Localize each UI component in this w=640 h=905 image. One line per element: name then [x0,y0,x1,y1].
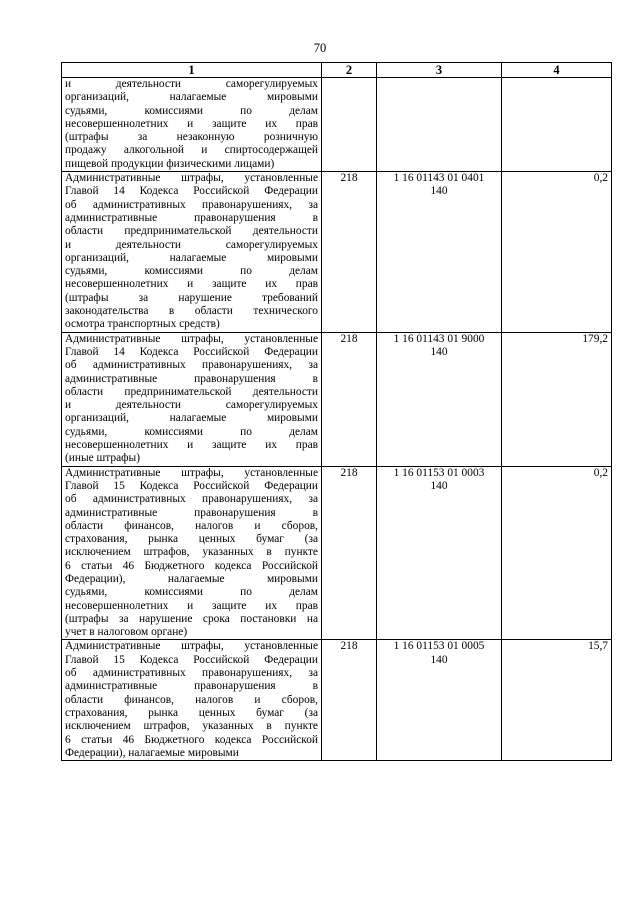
table-row [62,172,612,333]
description-line: и деятельности саморегулируемых [65,399,318,412]
amount-cell [502,78,612,172]
budget-code-line: 1 16 01153 01 0005 [393,640,485,653]
description-line: законодательства в области технического [65,305,318,318]
amount-cell: 15,7 [502,640,612,761]
description-cell [62,172,322,333]
table-header-row [62,63,612,78]
description-line: Административные штрафы, установленные [65,332,318,345]
budget-code-cell [377,332,502,466]
page-number: 70 [313,41,327,55]
administrator-code-cell: 218 [322,466,377,640]
description-line: административные правонарушения в [65,506,318,519]
budget-code-cell [377,78,502,172]
description-line: административные правонарушения в [65,211,318,224]
description-line: несовершеннолетних и защите их прав [65,278,318,291]
header-cell-4: 4 [502,63,612,78]
description-cell [62,640,322,761]
budget-code-line: 1 16 01143 01 9000 [393,332,485,345]
description-line: 6 статьи 46 Бюджетного кодекса Российской [65,559,318,572]
administrator-code-cell: 218 [322,332,377,466]
budget-code-cell [377,640,502,761]
amount-cell: 0,2 [502,172,612,333]
budget-code-line: 1 16 01153 01 0003 [393,466,485,479]
description-line: страхования, рынка ценных бумаг (за [65,706,318,719]
description-line: Главой 14 Кодекса Российской Федерации [65,345,318,358]
budget-code-cell [377,466,502,640]
table-row [62,640,612,761]
description-line: Федерации), налагаемые мировыми [65,746,239,759]
table-row [62,332,612,466]
description-cell [62,78,322,172]
description-line: об административных правонарушениях, за [65,359,318,372]
description-line: Федерации), налагаемые мировыми [65,572,318,585]
table-row [62,466,612,640]
amount-cell: 179,2 [502,332,612,466]
description-line: области предпринимательской деятельности [65,225,318,238]
revenue-table [61,62,612,761]
budget-code-cell [377,172,502,333]
description-line: исключением штрафов, указанных в пункте [65,546,318,559]
description-line: Административные штрафы, установленные [65,466,318,479]
description-cell [62,466,322,640]
description-line: организаций, налагаемые мировыми [65,251,318,264]
description-line: несовершеннолетних и защите их прав [65,439,318,452]
description-line: исключением штрафов, указанных в пункте [65,720,318,733]
description-line: Главой 15 Кодекса Российской Федерации [65,653,318,666]
description-cell [62,332,322,466]
budget-code-suffix: 140 [430,653,448,666]
budget-code-line: 1 16 01143 01 0401 [393,172,485,185]
description-line: Административные штрафы, установленные [65,640,318,653]
table-row [62,78,612,172]
budget-code-suffix: 140 [430,479,448,492]
description-line: продажу алкогольной и спиртосодержащей [65,144,318,157]
description-line: об административных правонарушениях, за [65,198,318,211]
description-line: и деятельности саморегулируемых [65,78,318,90]
description-line: об административных правонарушениях, за [65,667,318,680]
header-cell-3: 3 [377,63,502,78]
description-line: пищевой продукции физическими лицами) [65,157,275,170]
description-line: (штрафы за нарушение срока постановки на [65,612,318,625]
description-line: осмотра транспортных средств) [65,318,220,331]
description-line: (штрафы за незаконную розничную [65,131,318,144]
description-line: Административные штрафы, установленные [65,172,318,185]
description-line: (штрафы за нарушение требований [65,291,318,304]
description-line: судьями, комиссиями по делам [65,265,318,278]
description-line: 6 статьи 46 Бюджетного кодекса Российской [65,733,318,746]
administrator-code-cell [322,78,377,172]
description-line: (иные штрафы) [65,452,141,465]
amount-cell: 0,2 [502,466,612,640]
description-line: судьями, комиссиями по делам [65,586,318,599]
description-line: Главой 14 Кодекса Российской Федерации [65,185,318,198]
budget-code-suffix: 140 [430,345,448,358]
description-line: судьями, комиссиями по делам [65,425,318,438]
description-line: организаций, налагаемые мировыми [65,91,318,104]
description-line: организаций, налагаемые мировыми [65,412,318,425]
description-line: судьями, комиссиями по делам [65,104,318,117]
description-line: страхования, рынка ценных бумаг (за [65,533,318,546]
administrator-code-cell: 218 [322,640,377,761]
description-line: области предпринимательской деятельности [65,385,318,398]
header-cell-1: 1 [62,63,322,78]
description-line: учет в налоговом органе) [65,626,188,639]
description-line: области финансов, налогов и сборов, [65,519,318,532]
administrator-code-cell: 218 [322,172,377,333]
description-line: административные правонарушения в [65,372,318,385]
description-line: административные правонарушения в [65,680,318,693]
description-line: несовершеннолетних и защите их прав [65,117,318,130]
description-line: об административных правонарушениях, за [65,493,318,506]
description-line: Главой 15 Кодекса Российской Федерации [65,479,318,492]
description-line: области финансов, налогов и сборов, [65,693,318,706]
description-line: несовершеннолетних и защите их прав [65,599,318,612]
budget-code-suffix: 140 [430,185,448,198]
header-cell-2: 2 [322,63,377,78]
description-line: и деятельности саморегулируемых [65,238,318,251]
